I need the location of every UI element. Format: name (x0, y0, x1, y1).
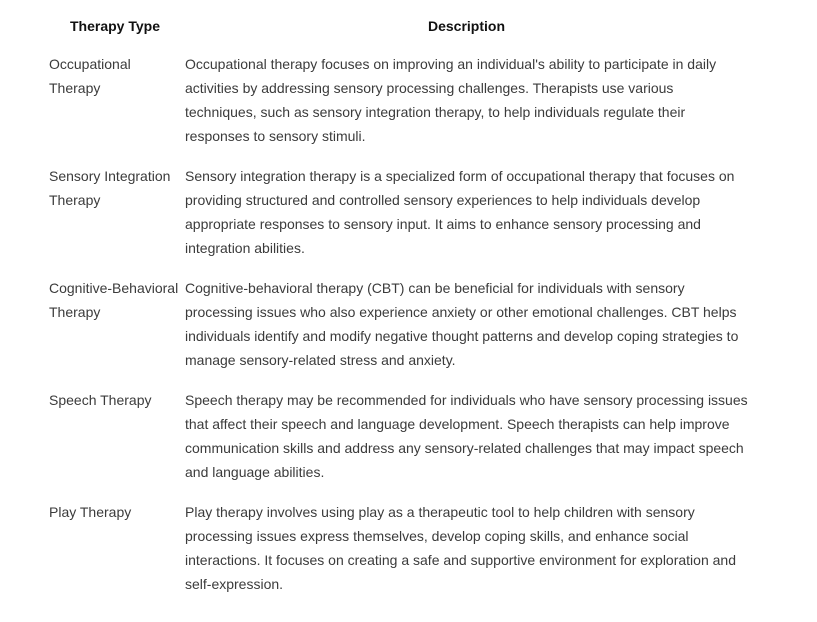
table-row (38, 160, 758, 272)
description-cell: Play therapy involves using play as a therapeutic tool to help children with sensory processing issues express themselves, develop coping skills, and enhance social interactions. It focuses on creating a safe and supportive environment for exploration and self-expression. (185, 504, 736, 592)
description-cell: Occupational therapy focuses on improving an individual's ability to participate in daily activities by addressing sensory processing challenges. Therapists use various techniques, such as sensory integration therapy, to help individuals regulate their responses to sensory stimuli. (185, 56, 717, 144)
table-row (38, 384, 758, 496)
therapy-type-cell: Occupational Therapy (49, 56, 131, 96)
description-cell: Sensory integration therapy is a specialized form of occupational therapy that focuses on providing structured and controlled sensory experiences to help individuals develop appropriate responses to sensory input. It aims to enhance sensory processing and integration abilities. (185, 168, 735, 256)
header-therapy-type: Therapy Type (70, 18, 160, 34)
table-row (38, 496, 758, 608)
therapy-type-cell: Play Therapy (49, 504, 132, 520)
description-cell: Cognitive-behavioral therapy (CBT) can be beneficial for individuals with sensory processing issues who also experience anxiety or other emotional challenges. CBT helps individuals identify and modify negative thought patterns and develop coping strategies to manage sensory-related stress and anxiety. (185, 280, 739, 368)
table-row (38, 272, 758, 384)
therapy-type-cell: Speech Therapy (49, 392, 152, 408)
table-row (38, 48, 758, 160)
therapy-type-cell: Cognitive-Behavioral Therapy (49, 280, 179, 320)
header-description: Description (427, 18, 505, 34)
therapy-type-cell: Sensory Integration Therapy (49, 168, 171, 208)
therapy-table (38, 0, 758, 608)
description-cell: Speech therapy may be recommended for individuals who have sensory processing issues that affect their speech and language development. Speech therapists can help improve communication skills and address any sensory-related challenges that may impact speech and language abilities. (185, 392, 748, 480)
table-header-row (38, 0, 758, 48)
